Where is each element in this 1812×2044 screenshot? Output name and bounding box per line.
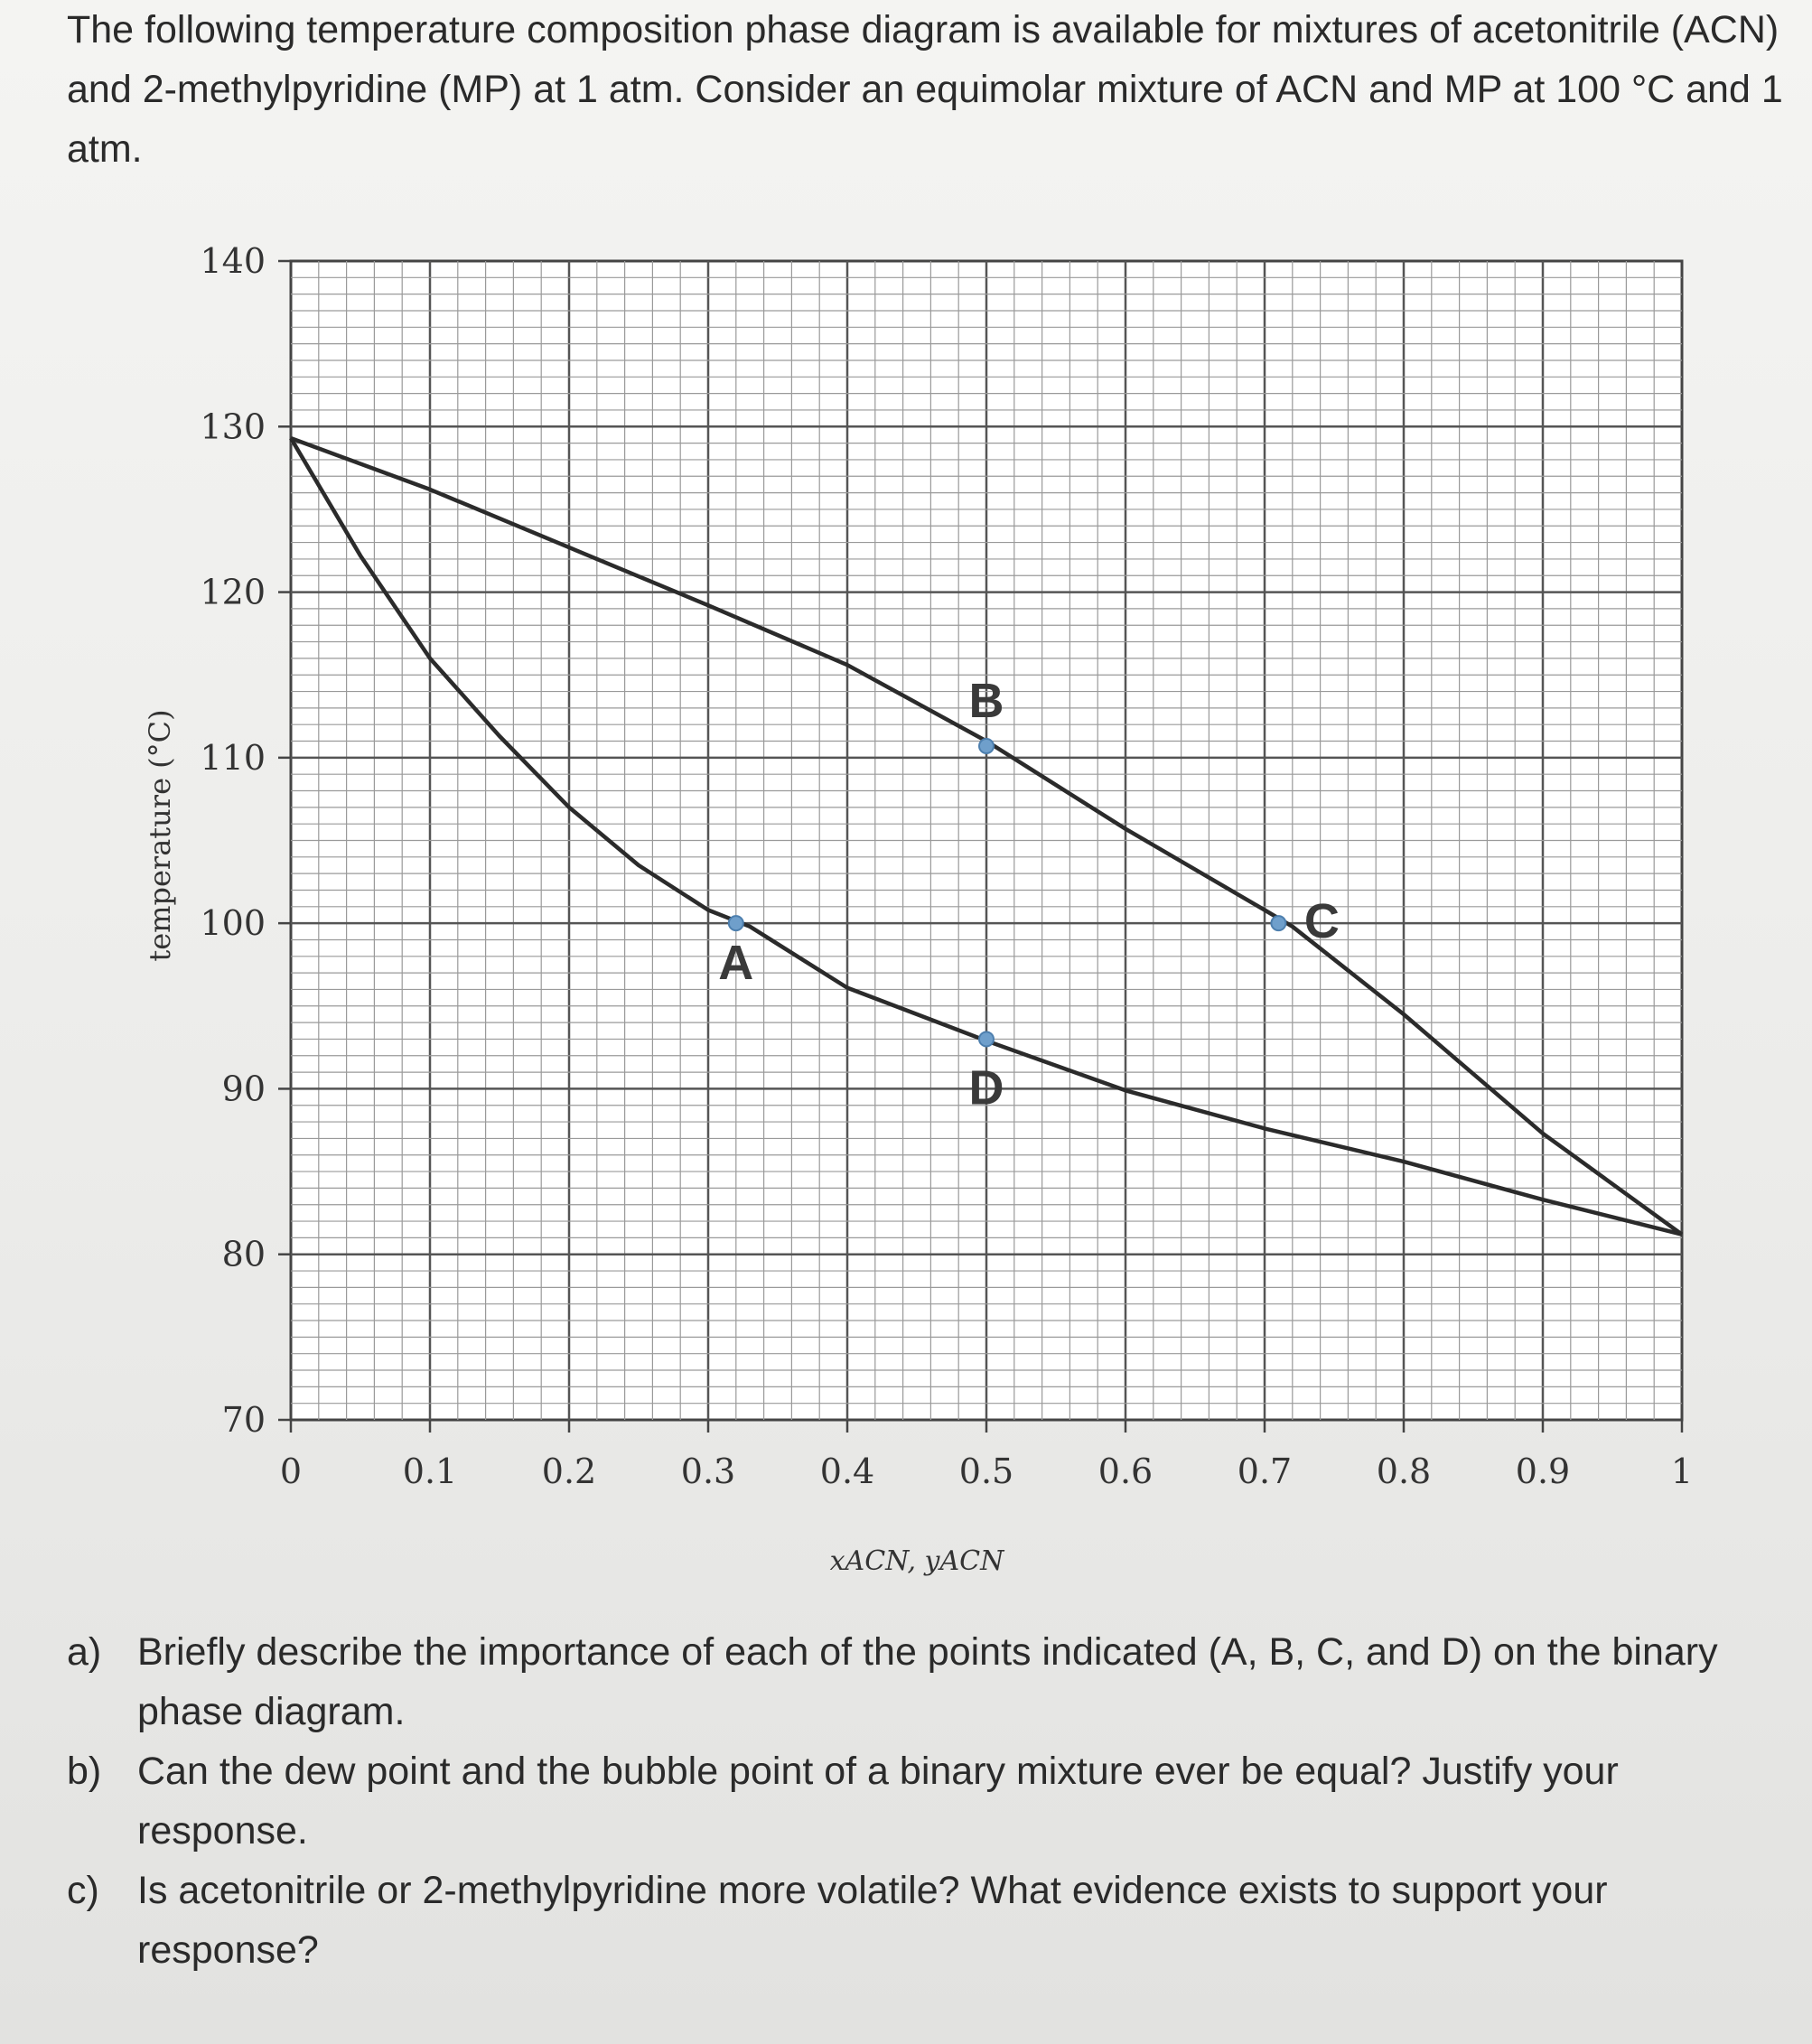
question-item [67, 1861, 1783, 1980]
y-tick-label: 80 [221, 1234, 266, 1274]
y-tick-label: 70 [221, 1400, 266, 1440]
x-tick-label: 0.3 [680, 1451, 736, 1491]
x-tick-label: 0.6 [1097, 1451, 1154, 1491]
point-label-c: C [1303, 894, 1340, 949]
point-marker-b [979, 739, 994, 753]
x-tick-label: 0.5 [958, 1451, 1014, 1491]
question-item [67, 1622, 1783, 1741]
y-tick-label: 110 [200, 737, 266, 778]
question-item [67, 1741, 1783, 1861]
x-tick-label: 0.2 [541, 1451, 597, 1491]
question-letter: b) [67, 1750, 102, 1793]
questions-list [67, 1622, 1783, 1980]
y-tick-label: 140 [200, 241, 266, 281]
x-tick-label: 0 [279, 1451, 303, 1491]
problem-text: The following temperature composition phase diagram is available for mixtures of acetonitrile (ACN) and 2-methylpyridine (MP) at 1 atm. Consider an equimolar mixture of ACN and MP at 100 °C and 1 atm. [67, 8, 1783, 171]
x-tick-label: 0.9 [1515, 1451, 1571, 1491]
y-axis-label: temperature (°C) [143, 709, 177, 962]
point-marker-c [1271, 916, 1285, 930]
question-letter: a) [67, 1630, 102, 1674]
x-axis-label: xACN, yACN [829, 1545, 1004, 1577]
x-tick-label: 0.7 [1237, 1451, 1293, 1491]
question-letter: c) [67, 1869, 99, 1912]
y-tick-label: 120 [200, 572, 266, 612]
x-tick-label: 0.1 [402, 1451, 458, 1491]
y-tick-label: 100 [200, 903, 266, 944]
point-marker-d [979, 1031, 994, 1046]
x-tick-label: 0.4 [819, 1451, 875, 1491]
x-tick-label: 0.8 [1376, 1451, 1432, 1491]
x-tick-label: 1 [1670, 1451, 1694, 1491]
question-text: Briefly describe the importance of each of the points indicated (A, B, C, and D) on the binary phase diagram. [137, 1630, 1718, 1733]
point-label-b: B [968, 674, 1004, 729]
point-label-d: D [968, 1060, 1004, 1115]
y-tick-label: 130 [200, 406, 266, 447]
point-label-a: A [718, 936, 754, 991]
question-text: Is acetonitrile or 2-methylpyridine more volatile? What evidence exists to support your response? [137, 1869, 1608, 1972]
y-tick-label: 90 [221, 1069, 266, 1109]
point-marker-a [729, 916, 743, 930]
chart-grid [291, 261, 1682, 1420]
question-text: Can the dew point and the bubble point of a binary mixture ever be equal? Justify your response. [137, 1750, 1619, 1853]
